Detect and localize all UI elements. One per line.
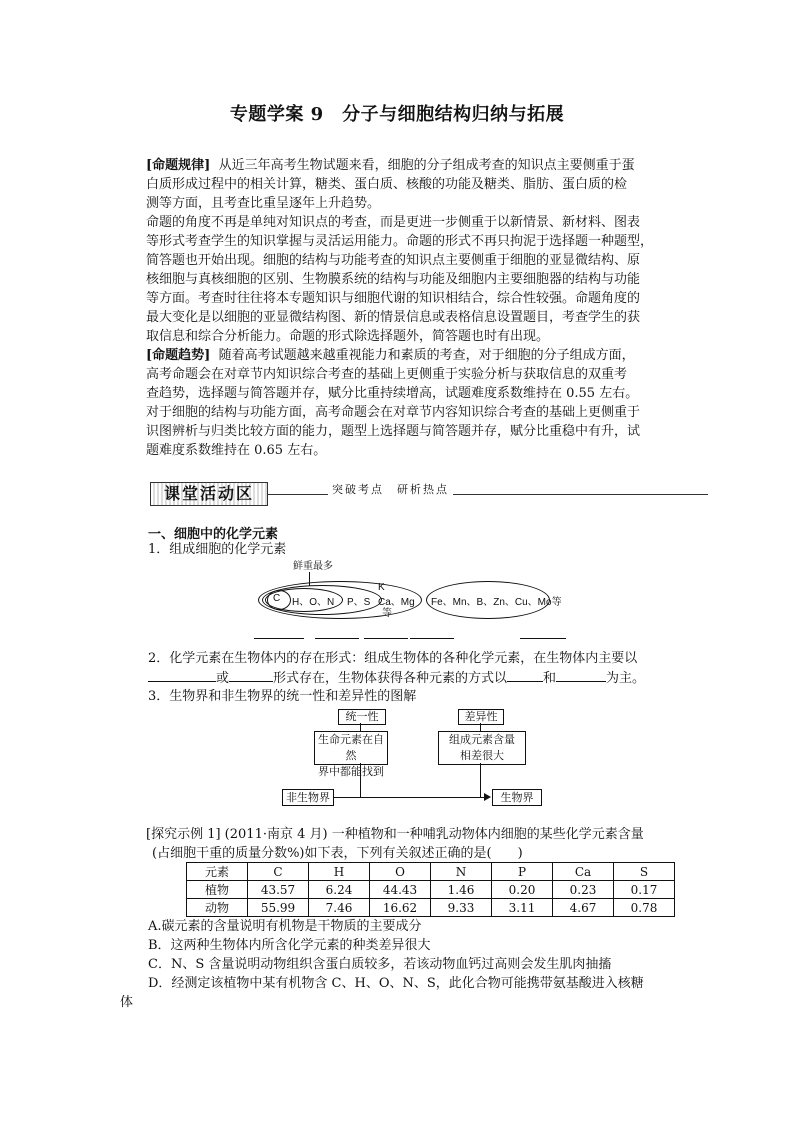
element-hon: H、O、N — [292, 597, 335, 608]
difference-connector — [480, 763, 481, 797]
option-b[interactable]: B．这两种生物体内所含化学元素的种类差异很大 — [148, 938, 431, 953]
option-c[interactable]: C．N、S 含量说明动物组织含蛋白质较多，若该动物血钙过高则会发生肌肉抽搐 — [148, 957, 612, 972]
banner-label: 课堂活动区 — [150, 482, 268, 506]
qushi-line-2: 查趋势，选择题与简答题并存，赋分比重持续增高，试题难度系数维持在 0.55 左右。 — [146, 386, 639, 401]
unity-box: 统一性 — [338, 709, 386, 725]
element-ps: P、S — [347, 597, 371, 608]
item-2-line-1: 2．化学元素在生物体内的存在形式：组成生物体的各种化学元素，在生物体内主要以 — [148, 651, 638, 666]
banner-subtitle: 突破考点 研析热点 — [328, 481, 453, 497]
unity-description-box: 生命元素在自然 界中都能找到 — [314, 731, 388, 765]
living-world-box: 生物界 — [492, 789, 542, 806]
example-line-2: (占细胞干重的质量分数%)如下表，下列有关叙述正确的是( ) — [152, 846, 523, 861]
qushi-line-4: 识图辨析与归类比较方面的能力，题型上选择题与简答题并存，赋分比重稳中有升，试 — [146, 424, 641, 439]
unity-connector — [360, 763, 361, 797]
option-d[interactable]: D．经测定该植物中某有机物含 C、H、O、N、S，此化合物可能携带氨基酸进入核糖 — [148, 976, 644, 991]
unity-link — [360, 723, 361, 731]
guilv-line-4: 等形式考查学生的知识掌握与灵活运用能力。命题的形式不再只拘泥于选择题一种题型， — [146, 234, 654, 249]
qushi-line-0: [命题趋势] 随着高考试题越来越重视能力和素质的考查，对于细胞的分子组成方面， — [146, 348, 635, 363]
element-k: K — [378, 582, 385, 593]
arrow-head-icon — [484, 793, 491, 801]
guilv-line-9: 取信息和综合分析能力。命题的形式除选择题外，简答题也时有出现。 — [146, 329, 550, 344]
guilv-line-8: 最大变化是以细胞的亚显微结构图、新的情景信息或表格信息设置题目，考查学生的获 — [146, 310, 641, 325]
fresh-weight-label: 鲜重最多 — [293, 561, 333, 572]
section-heading: 一、细胞中的化学元素 — [148, 527, 279, 542]
nonliving-world-box: 非生物界 — [282, 789, 334, 806]
difference-box: 差异性 — [458, 709, 504, 725]
guilv-line-7: 等方面。考查时往往将本专题知识与细胞代谢的知识相结合，综合性较强。命题角度的 — [146, 291, 641, 306]
qushi-line-1: 高考命题会在对章节内知识综合考查的基础上更侧重于实验分析与获取信息的双重考 — [146, 367, 628, 382]
guilv-line-3: 命题的角度不再是单纯对知识点的考查，而是更进一步侧重于以新情景、新材料、图表 — [146, 215, 641, 230]
qushi-line-5: 题难度系数维持在 0.65 左右。 — [146, 443, 327, 458]
option-a[interactable]: A.碳元素的含量说明有机物是干物质的主要成分 — [148, 919, 422, 934]
guilv-line-5: 简答题也开始出现。细胞的结构与功能考查的知识点主要侧重于细胞的亚显微结构、原 — [146, 253, 641, 268]
example-line-1: [探究示例 1] (2011·南京 4 月) 一种植物和一种哺乳动物体内细胞的某些化学元素含量 — [146, 827, 644, 842]
page-title: 专题学案 9 分子与细胞结构归纳与拓展 — [229, 104, 565, 125]
qushi-tag: [命题趋势] — [146, 348, 211, 363]
item-2-line-2: 或 形式存在，生物体获得各种元素的方式以 和 为主。 — [148, 669, 645, 688]
world-arrow — [333, 797, 489, 798]
trace-elements: Fe、Mn、B、Zn、Cu、Mo等 — [431, 597, 562, 608]
table-header-row: 元素 C H O N P Ca S — [187, 863, 675, 881]
qushi-line-3: 对于细胞的结构与功能方面，高考命题会在对章节内容知识综合考查的基础上更侧重于 — [146, 405, 641, 420]
guilv-line-0: [命题规律] 从近三年高考生物试题来看，细胞的分子组成考查的知识点主要侧重于蛋 — [146, 158, 635, 173]
element-content-table — [186, 862, 675, 917]
option-d-continued: 体 — [120, 995, 134, 1010]
element-c: C — [273, 593, 281, 604]
element-ca-mg: Ca、Mg — [378, 597, 415, 608]
difference-description-box: 组成元素含量 相差很大 — [438, 731, 526, 765]
difference-link — [480, 723, 481, 731]
guilv-tag: [命题规律] — [146, 158, 211, 173]
table-row: 植物 43.57 6.24 44.43 1.46 0.20 0.23 0.17 — [187, 881, 675, 899]
table-row: 动物 55.99 7.46 16.62 9.33 3.11 4.67 0.78 — [187, 899, 675, 917]
guilv-line-6: 核细胞与真核细胞的区别、生物膜系统的结构与功能及细胞内主要细胞器的结构与功能 — [146, 272, 641, 287]
item-3: 3．生物界和非生物界的统一性和差异性的图解 — [148, 689, 417, 704]
item-1: 1．组成细胞的化学元素 — [148, 542, 287, 557]
guilv-line-2: 测等方面，且考查比重呈逐年上升趋势。 — [146, 196, 381, 211]
element-etc: 等 — [382, 608, 392, 619]
guilv-line-1: 白质形成过程中的相关计算，糖类、蛋白质、核酸的功能及糖类、脂肪、蛋白质的检 — [146, 177, 628, 192]
